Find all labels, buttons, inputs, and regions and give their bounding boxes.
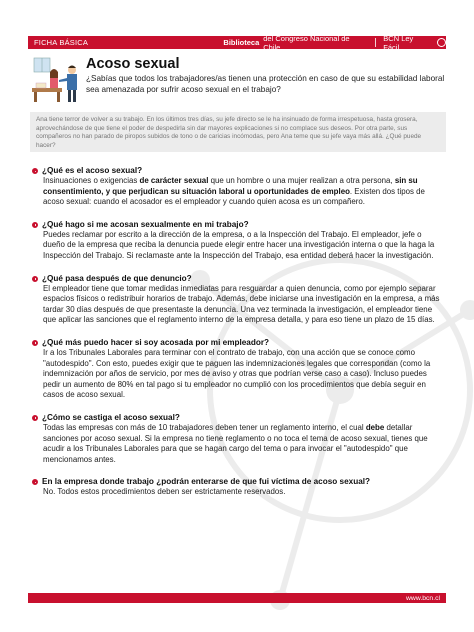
question-text: ¿Qué hago si me acosan sexualmente en mi trabajo?: [42, 219, 249, 229]
qa-section: [32, 477, 452, 498]
section-label: FICHA BÁSICA: [34, 38, 89, 47]
question-heading: [32, 338, 452, 348]
answer-part: que un hombre o una mujer realizan a otra persona,: [208, 176, 395, 185]
qa-sections: [32, 166, 452, 510]
bullet-icon: [32, 479, 38, 485]
intro-text: ¿Sabías que todos los trabajadores/as tienen una protección en caso de que su estabilidad laboral sea amenazada por sufrir acoso sexual en el trabajo?: [86, 74, 445, 94]
answer-text: El empleador tiene que tomar medidas inmediatas para resguardar a quien denuncia, como por ejemplo separar espacios físicos o redistribuir horarios de trabajo. Además, debe iniciarse una investigación en la empresa, a más tardar 30 días después de que presentaste la denuncia. Una vez terminada la investigación, el empleador tiene que aplicar las sanciones que el reglamento interno de la empresa detalla, y para eso tiene un plazo de 15 días.: [43, 283, 440, 325]
answer-part: . Existen dos tipos de acoso sexual: cuando el acosador es el empleador y cuando quien acosa es un compañero.: [43, 186, 425, 207]
footer-bar: [28, 593, 446, 603]
bullet-icon: [32, 222, 38, 228]
brand-ley-facil: BCN Ley Fácil: [383, 33, 414, 52]
brand[interactable]: [223, 34, 446, 52]
answer-part: detallar sanciones por acoso sexual. Si la empresa no tiene reglamento o no toca el tema de acoso sexual, tienes que acudir a los Tribunales Laborales para que se hagan cargo del tema o para invocar el "autodespido" que mencionamos antes.: [43, 422, 428, 464]
question-text: ¿Qué pasa después de que denuncio?: [42, 273, 192, 283]
brand-divider: [375, 38, 376, 47]
question-text: ¿Qué es el acoso sexual?: [42, 166, 143, 175]
question-heading: [32, 413, 452, 423]
header-bar: [28, 33, 446, 52]
bullet-icon: [32, 276, 38, 282]
question-text: ¿Cómo se castiga el acoso sexual?: [42, 412, 180, 422]
bullet-icon: [32, 168, 38, 174]
footer-link[interactable]: www.bcn.cl: [406, 594, 440, 602]
question-heading: [32, 477, 452, 487]
question-heading: [32, 274, 452, 284]
brand-bold: Biblioteca: [223, 38, 260, 47]
answer-text: [32, 176, 441, 208]
bullet-icon: [32, 415, 38, 421]
office-illustration: [30, 56, 82, 104]
question-heading: [32, 220, 452, 230]
case-story-box: Ana tiene terror de volver a su trabajo. En los últimos tres días, su jefe directo se le ha insinuado de forma irrespetuosa, hasta grosera, aprovechándose de que tiene el poder de despedirla sin dar mayores explicaciones si no complace sus deseos. Por otra parte, sus compañeros no han parado de piropos subidos de tono o de caricias incómodas, pero Ana teme que su jefe vaya más allá. ¿Qué puede hacer?: [30, 112, 446, 152]
page-title: Acoso sexual: [86, 56, 180, 72]
answer-emphasis: sin su consentimiento, y que perjudican su situación laboral u oportunidades de empleo: [43, 176, 418, 196]
qa-section: [32, 166, 452, 208]
answer-part: Todas las empresas con más de 10 trabajadores deben tener un reglamento interno, el cual: [43, 422, 366, 432]
answer-text: No. Todos estos procedimientos deben ser estrictamente reservados.: [43, 487, 286, 497]
bullet-icon: [32, 340, 38, 346]
qa-section: [32, 220, 452, 262]
bcn-logo-icon: [437, 38, 446, 47]
brand-name: del Congreso Nacional de Chile: [263, 33, 350, 52]
qa-section: [32, 274, 452, 326]
qa-section: [32, 413, 452, 465]
answer-emphasis: de carácter sexual: [139, 176, 209, 185]
qa-section: [32, 338, 452, 401]
question-text: En la empresa donde trabajo ¿podrán enterarse de que fui víctima de acoso sexual?: [42, 477, 371, 487]
answer-part: Insinuaciones o exigencias: [43, 176, 140, 185]
answer-text: [32, 423, 441, 465]
answer-text: Puedes reclamar por escrito a la dirección de la empresa, o a la Inspección del Trabajo. El empleador, jefe o dueño de la empresa que reciba la denuncia puede elegir entre hacer una investigación interna o que la haga la Inspección del Trabajo. Si reclamaste ante la Inspección del Trabajo, esa entidad deberá hacer la investigación.: [43, 229, 435, 260]
answer-emphasis: debe: [365, 422, 385, 432]
question-text: ¿Qué más puedo hacer si soy acosada por mi empleador?: [42, 337, 270, 347]
answer-text: Ir a los Tribunales Laborales para terminar con el contrato de trabajo, con una acción que se conoce como "autodespido". Con esto, puedes exigir que te paguen las indemnizaciones legales que correspondan (como la indemnización por años de servicio, por mes de aviso y otras que podrían verse caso a caso). Incluso puedes pedir un aumento de 80% en tal pago si tu empleador no cumplió con los procedimientos que debía seguir en casos de acoso sexual.: [43, 347, 431, 400]
question-heading: [32, 166, 452, 176]
